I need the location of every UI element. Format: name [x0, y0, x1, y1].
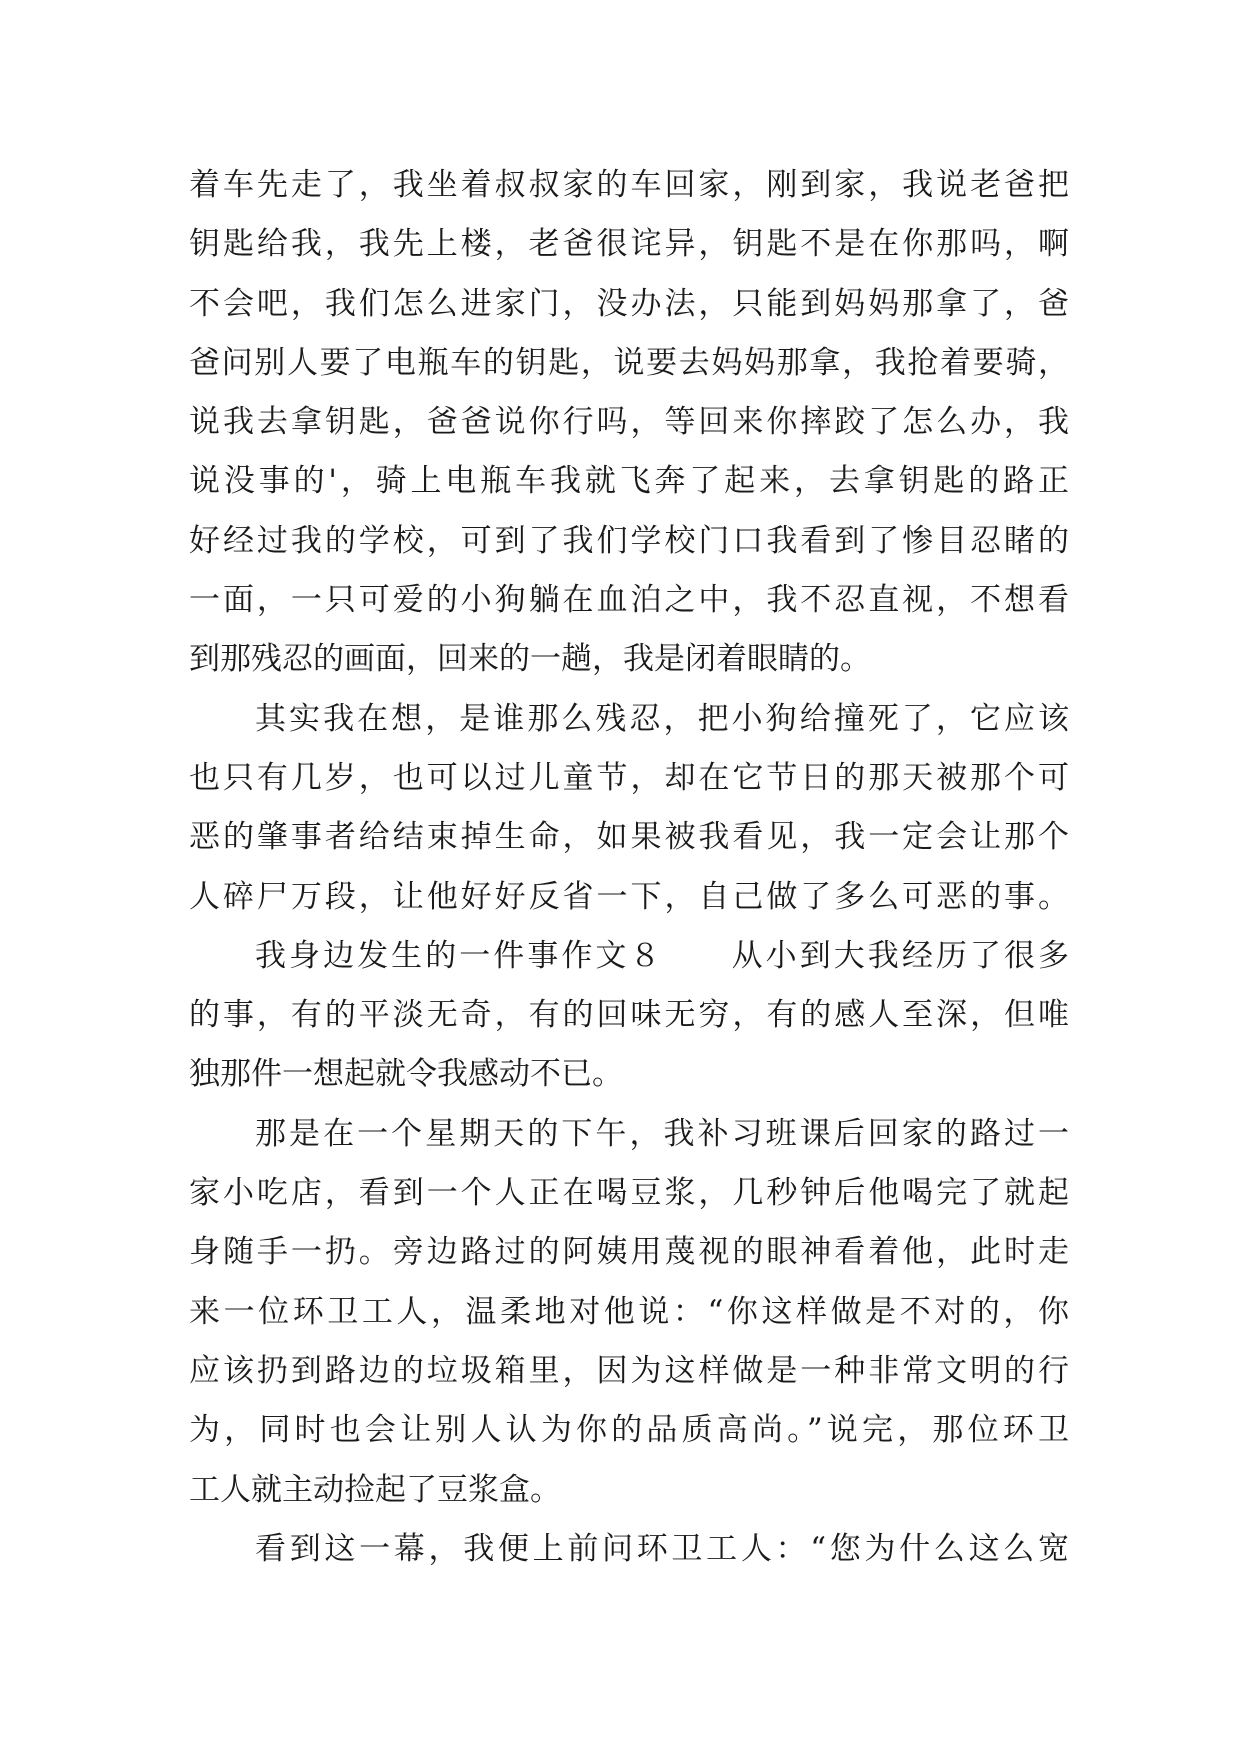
text-line: 恶的肇事者给结束掉生命，如果被我看见，我一定会让那个 [189, 819, 1069, 856]
text-line: 人碎尸万段，让他好好反省一下，自己做了多么可恶的事。 [189, 878, 1069, 915]
text-line: 说我去拿钥匙，爸爸说你行吗，等回来你摔跤了怎么办，我 [189, 404, 1069, 441]
text-line: 一面，一只可爱的小狗躺在血泊之中，我不忍直视，不想看 [189, 582, 1069, 619]
text-line: 不会吧，我们怎么进家门，没办法，只能到妈妈那拿了，爸 [189, 285, 1069, 322]
text-line: 着车先走了，我坐着叔叔家的车回家，刚到家，我说老爸把 [189, 167, 1069, 203]
text-line: 来一位环卫工人，温柔地对他说：“你这样做是不对的，你 [189, 1293, 1069, 1330]
text-line: 身随手一扔。旁边路过的阿姨用蔑视的眼神看着他，此时走 [189, 1234, 1069, 1271]
paragraph-first-line: 看到这一幕，我便上前问环卫工人：“您为什么这么宽 [255, 1530, 1069, 1567]
text-line: 说没事的'，骑上电瓶车我就飞奔了起来，去拿钥匙的路正 [189, 463, 1069, 500]
text-line: 独那件一想起就令我感动不已。 [189, 1056, 623, 1093]
text-line: 好经过我的学校，可到了我们学校门口我看到了惨目忍睹的 [189, 522, 1069, 559]
text-line: 为，同时也会让别人认为你的品质高尚。”说完，那位环卫 [189, 1412, 1069, 1449]
paragraph-first-line: 那是在一个星期天的下午，我补习班课后回家的路过一 [255, 1115, 1069, 1152]
text-line: 爸问别人要了电瓶车的钥匙，说要去妈妈那拿，我抢着要骑， [189, 344, 1069, 381]
text-line: 也只有几岁，也可以过儿童节，却在它节日的那天被那个可 [189, 759, 1069, 796]
paragraph-first-line: 我身边发生的一件事作文８ 从小到大我经历了很多 [255, 937, 1069, 974]
text-line: 的事，有的平淡无奇，有的回味无穷，有的感人至深，但唯 [189, 997, 1069, 1034]
text-line: 家小吃店，看到一个人正在喝豆浆，几秒钟后他喝完了就起 [189, 1175, 1069, 1212]
text-line: 钥匙给我，我先上楼，老爸很诧异，钥匙不是在你那吗，啊 [189, 226, 1069, 263]
text-line: 工人就主动捡起了豆浆盒。 [189, 1471, 561, 1508]
text-line: 到那残忍的画面，回来的一趟，我是闭着眼睛的。 [189, 641, 871, 678]
text-line: 应该扔到路边的垃圾箱里，因为这样做是一种非常文明的行 [189, 1352, 1069, 1389]
paragraph-first-line: 其实我在想，是谁那么残忍，把小狗给撞死了，它应该 [255, 700, 1069, 737]
body-text [189, 156, 1069, 1579]
